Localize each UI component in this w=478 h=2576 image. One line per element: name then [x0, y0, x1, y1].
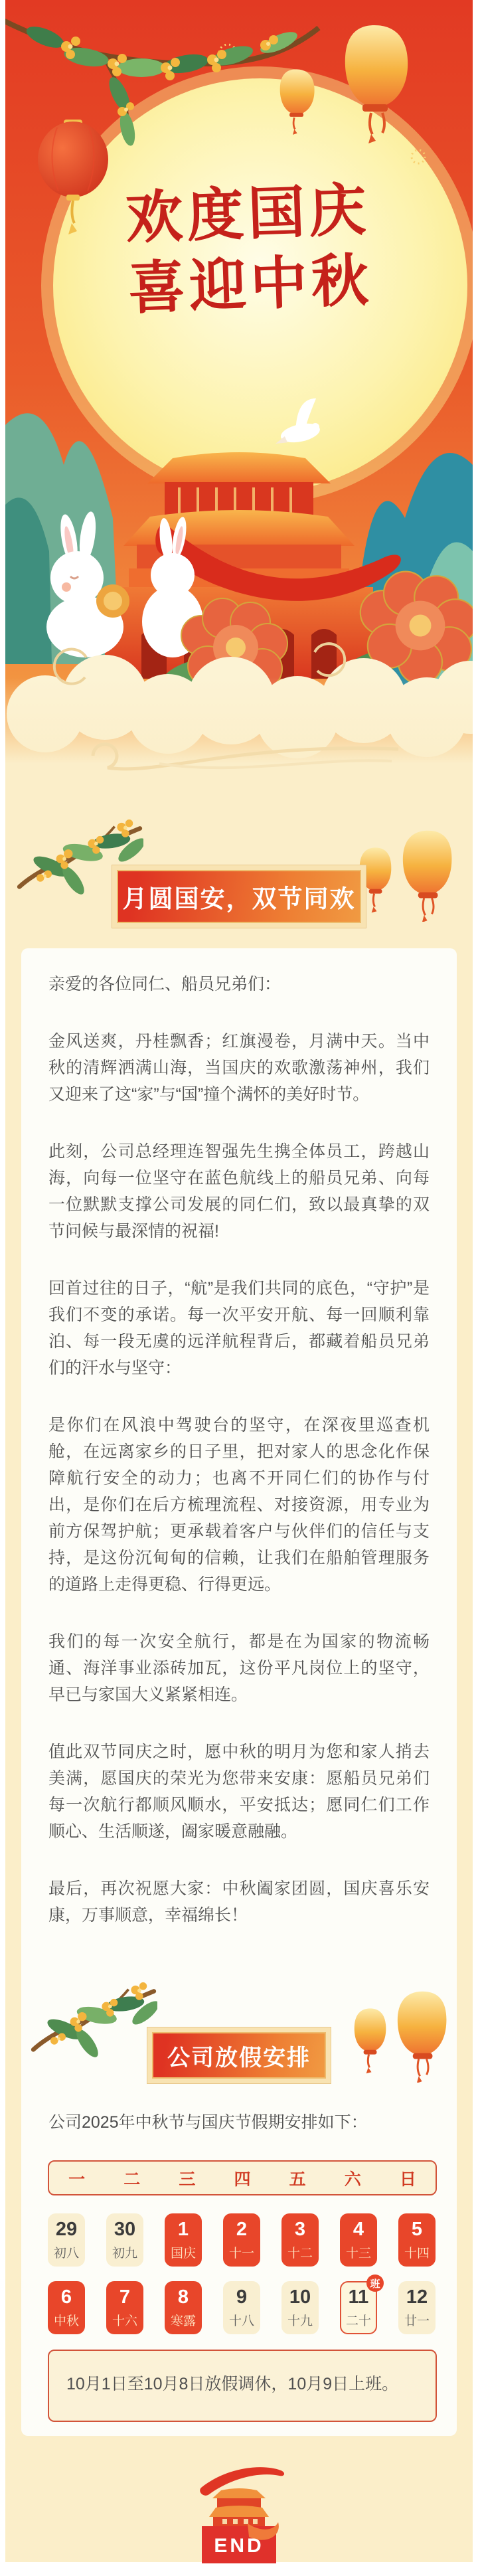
day-lunar-label: 十九 — [287, 2314, 313, 2328]
calendar-week-row — [48, 2278, 436, 2334]
calendar-day-cell — [281, 2213, 319, 2267]
hanging-lanterns-icon — [351, 822, 462, 922]
section-banner-greeting — [118, 871, 360, 922]
day-number: 29 — [55, 2219, 78, 2241]
day-lunar-label: 十六 — [112, 2314, 137, 2328]
day-number: 9 — [236, 2286, 248, 2308]
day-lunar-label: 中秋 — [53, 2314, 79, 2328]
end-emblem — [183, 2457, 295, 2563]
end-label: END — [214, 2535, 264, 2557]
day-number: 11 — [348, 2286, 369, 2308]
day-number: 8 — [177, 2286, 189, 2308]
calendar-day-cell — [165, 2281, 202, 2334]
calendar-week-row — [48, 2213, 436, 2267]
day-number: 3 — [294, 2219, 306, 2241]
letter-paragraph: 金风送爽，丹桂飘香；红旗漫卷，月满中天。当中秋的清辉洒满山海，当国庆的欢歌激荡神州，我们又迎来了这“家”与“国”撞个满怀的美好时节。 — [48, 1032, 430, 1104]
calendar-day-cell — [340, 2278, 380, 2334]
weekday-label: 日 — [399, 2170, 416, 2189]
letter-paragraph: 是你们在风浪中驾驶台的坚守，在深夜里巡查机舱，在远离家乡的日子里，把对家人的思念化作保障航行安全的动力；也离不开同仁们的协作与付出，是你们在后方梳理流程、对接资源，用专业为前方保驾护航；更承载着客户与伙伴们的信任与支持，是这份沉甸甸的信赖，让我们在船舶管理服务的道路上走得更稳、行得更远。 — [48, 1416, 430, 1594]
day-lunar-label: 寒露 — [170, 2314, 196, 2328]
hero-title-line1: 欢度国庆 — [124, 176, 371, 252]
day-number: 10 — [289, 2286, 311, 2308]
weekday-label: 二 — [123, 2170, 141, 2189]
day-lunar-label: 十四 — [404, 2246, 430, 2261]
day-number: 4 — [353, 2219, 364, 2241]
day-lunar-label: 廿一 — [404, 2314, 430, 2328]
calendar-day-cell — [223, 2281, 260, 2334]
letter-body — [21, 948, 457, 1929]
hero-title-line2: 喜迎中秋 — [127, 246, 374, 323]
calendar-day-cell — [48, 2281, 85, 2334]
day-lunar-label: 十一 — [228, 2246, 254, 2261]
weekday-label: 一 — [68, 2170, 86, 2189]
calendar-day-cell — [398, 2281, 436, 2334]
holiday-note-text: 10月1日至10月8日放假调休，10月9日上班。 — [66, 2375, 399, 2393]
osmanthus-branch-icon — [30, 1954, 157, 2069]
letter-paragraph: 亲爱的各位同仁、船员兄弟们： — [48, 975, 281, 993]
letter-card — [21, 948, 457, 2436]
weekday-label: 五 — [289, 2170, 306, 2189]
day-lunar-label: 二十 — [345, 2314, 371, 2328]
hero-illustration — [5, 0, 473, 764]
day-number: 5 — [411, 2219, 423, 2241]
day-lunar-label: 国庆 — [170, 2246, 196, 2261]
day-lunar-label: 初八 — [53, 2246, 79, 2261]
calendar-day-cell — [106, 2213, 143, 2267]
day-number: 7 — [119, 2286, 131, 2308]
day-lunar-label: 十八 — [228, 2314, 254, 2328]
letter-paragraph: 最后，再次祝愿大家：中秋阖家团圆，国庆喜乐安康，万事顺意，幸福绵长！ — [48, 1879, 430, 1925]
workday-badge: 班 — [366, 2275, 384, 2292]
weekday-label: 四 — [234, 2170, 251, 2189]
section-banner-holiday-label: 公司放假安排 — [167, 2045, 311, 2071]
day-lunar-label: 十二 — [287, 2246, 313, 2261]
letter-paragraph: 我们的每一次安全航行，都是在为国家的物流畅通、海洋事业添砖加瓦，这份平凡岗位上的坚守，早已与家国大义紧紧相连。 — [48, 1632, 430, 1704]
letter-paragraph: 此刻，公司总经理连智强先生携全体员工，跨越山海，向每一位坚守在蓝色航线上的船员兄弟、向每一位默默支撑公司发展的同仁们，致以最真挚的双节问候与最深情的祝福! — [48, 1142, 430, 1241]
weekday-label: 六 — [344, 2170, 361, 2189]
cloud-swirl-icon — [80, 723, 412, 782]
gate-icon — [209, 2488, 269, 2526]
day-number: 2 — [236, 2219, 248, 2241]
day-lunar-label: 十三 — [345, 2246, 371, 2261]
holiday-intro-text: 公司2025年中秋节与国庆节假期安排如下： — [48, 2113, 368, 2132]
calendar-day-cell — [48, 2213, 85, 2267]
weekday-label: 三 — [179, 2170, 196, 2189]
calendar-day-cell — [398, 2213, 436, 2267]
holiday-note-box — [48, 2350, 437, 2422]
section-banner-holiday — [153, 2033, 325, 2077]
letter-paragraph: 值此双节同庆之时，愿中秋的明月为您和家人捎去美满，愿国庆的荣光为您带来安康：愿船员兄弟们每一次航行都顺风顺水，平安抵达；愿同仁们工作顺心、生活顺遂，阖家暖意融融。 — [48, 1743, 430, 1841]
day-number: 1 — [177, 2219, 189, 2241]
calendar-day-cell — [340, 2213, 377, 2267]
calendar-day-cell — [106, 2281, 143, 2334]
calendar-weekday-header — [48, 2160, 437, 2195]
day-lunar-label: 初九 — [112, 2246, 137, 2261]
letter-paragraph: 回首过往的日子，“航”是我们共同的底色，“守护”是我们不变的承诺。每一次平安开航、每一回顺利靠泊、每一段无虞的远洋航程背后，都藏着船员兄弟们的汗水与坚守： — [48, 1279, 430, 1377]
day-number: 6 — [60, 2286, 72, 2308]
calendar-day-cell — [165, 2213, 202, 2267]
calendar-day-cell — [223, 2213, 260, 2267]
hanging-lanterns-icon — [345, 1983, 457, 2083]
day-number: 30 — [114, 2219, 136, 2241]
day-number: 12 — [406, 2286, 428, 2308]
calendar-day-cell — [281, 2281, 319, 2334]
holiday-section — [21, 1944, 457, 2436]
section-banner-greeting-label: 月圆国安，双节同欢 — [122, 885, 356, 912]
